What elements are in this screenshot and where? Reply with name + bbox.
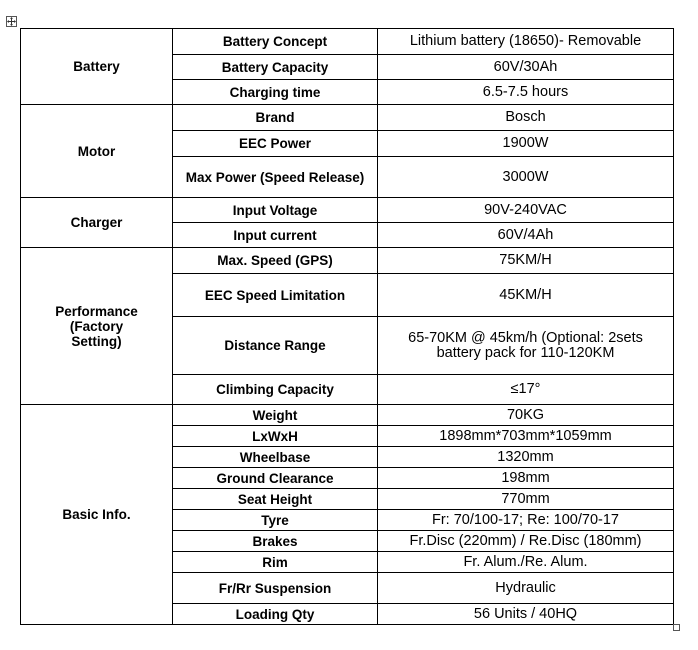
spec-label-cell: Rim [173, 552, 378, 573]
spec-row [21, 29, 674, 55]
spec-label-cell: Battery Capacity [173, 55, 378, 80]
spec-value-cell: 45KM/H [378, 274, 674, 317]
spec-value-cell: 65-70KM @ 45km/h (Optional: 2sets battery pack for 110-120KM [378, 317, 674, 375]
spec-value-cell: 60V/30Ah [378, 55, 674, 80]
category-cell: Performance (Factory Setting) [21, 248, 173, 405]
spec-value-cell: 1320mm [378, 447, 674, 468]
spec-value-cell: 6.5-7.5 hours [378, 80, 674, 105]
spec-row [21, 198, 674, 223]
spec-row [21, 105, 674, 131]
spec-label-cell: EEC Speed Limitation [173, 274, 378, 317]
spec-label-cell: Max Power (Speed Release) [173, 157, 378, 198]
spec-label-cell: Wheelbase [173, 447, 378, 468]
category-cell: Charger [21, 198, 173, 248]
spec-value-cell: 60V/4Ah [378, 223, 674, 248]
category-cell: Motor [21, 105, 173, 198]
spec-label-cell: Charging time [173, 80, 378, 105]
spec-value-cell: 770mm [378, 489, 674, 510]
spec-value-cell: Fr.Disc (220mm) / Re.Disc (180mm) [378, 531, 674, 552]
spec-row [21, 248, 674, 274]
spec-label-cell: Seat Height [173, 489, 378, 510]
spec-label-cell: Climbing Capacity [173, 375, 378, 405]
spec-label-cell: Brakes [173, 531, 378, 552]
spec-label-cell: Ground Clearance [173, 468, 378, 489]
spec-table [20, 28, 674, 625]
spec-label-cell: Loading Qty [173, 604, 378, 625]
spec-value-cell: 75KM/H [378, 248, 674, 274]
spec-value-cell: 198mm [378, 468, 674, 489]
spec-value-cell: Bosch [378, 105, 674, 131]
spec-value-cell: 3000W [378, 157, 674, 198]
spec-label-cell: LxWxH [173, 426, 378, 447]
spec-value-cell: 1898mm*703mm*1059mm [378, 426, 674, 447]
spec-row [21, 405, 674, 426]
spec-label-cell: Input current [173, 223, 378, 248]
spec-value-cell: Fr. Alum./Re. Alum. [378, 552, 674, 573]
spec-label-cell: Distance Range [173, 317, 378, 375]
category-cell: Battery [21, 29, 173, 105]
spec-label-cell: Brand [173, 105, 378, 131]
spec-value-cell: Hydraulic [378, 573, 674, 604]
spec-label-cell: Tyre [173, 510, 378, 531]
spec-label-cell: Battery Concept [173, 29, 378, 55]
spec-label-cell: Input Voltage [173, 198, 378, 223]
spec-label-cell: EEC Power [173, 131, 378, 157]
category-cell: Basic Info. [21, 405, 173, 625]
resize-square-icon[interactable] [673, 624, 680, 631]
spec-label-cell: Fr/Rr Suspension [173, 573, 378, 604]
spec-value-cell: 56 Units / 40HQ [378, 604, 674, 625]
spec-value-cell: ≤17° [378, 375, 674, 405]
spec-value-cell: 90V-240VAC [378, 198, 674, 223]
spec-value-cell: Lithium battery (18650)- Removable [378, 29, 674, 55]
spec-value-cell: Fr: 70/100-17; Re: 100/70-17 [378, 510, 674, 531]
spec-label-cell: Max. Speed (GPS) [173, 248, 378, 274]
spec-value-cell: 1900W [378, 131, 674, 157]
spec-label-cell: Weight [173, 405, 378, 426]
spec-value-cell: 70KG [378, 405, 674, 426]
move-cross-icon[interactable] [6, 16, 17, 27]
